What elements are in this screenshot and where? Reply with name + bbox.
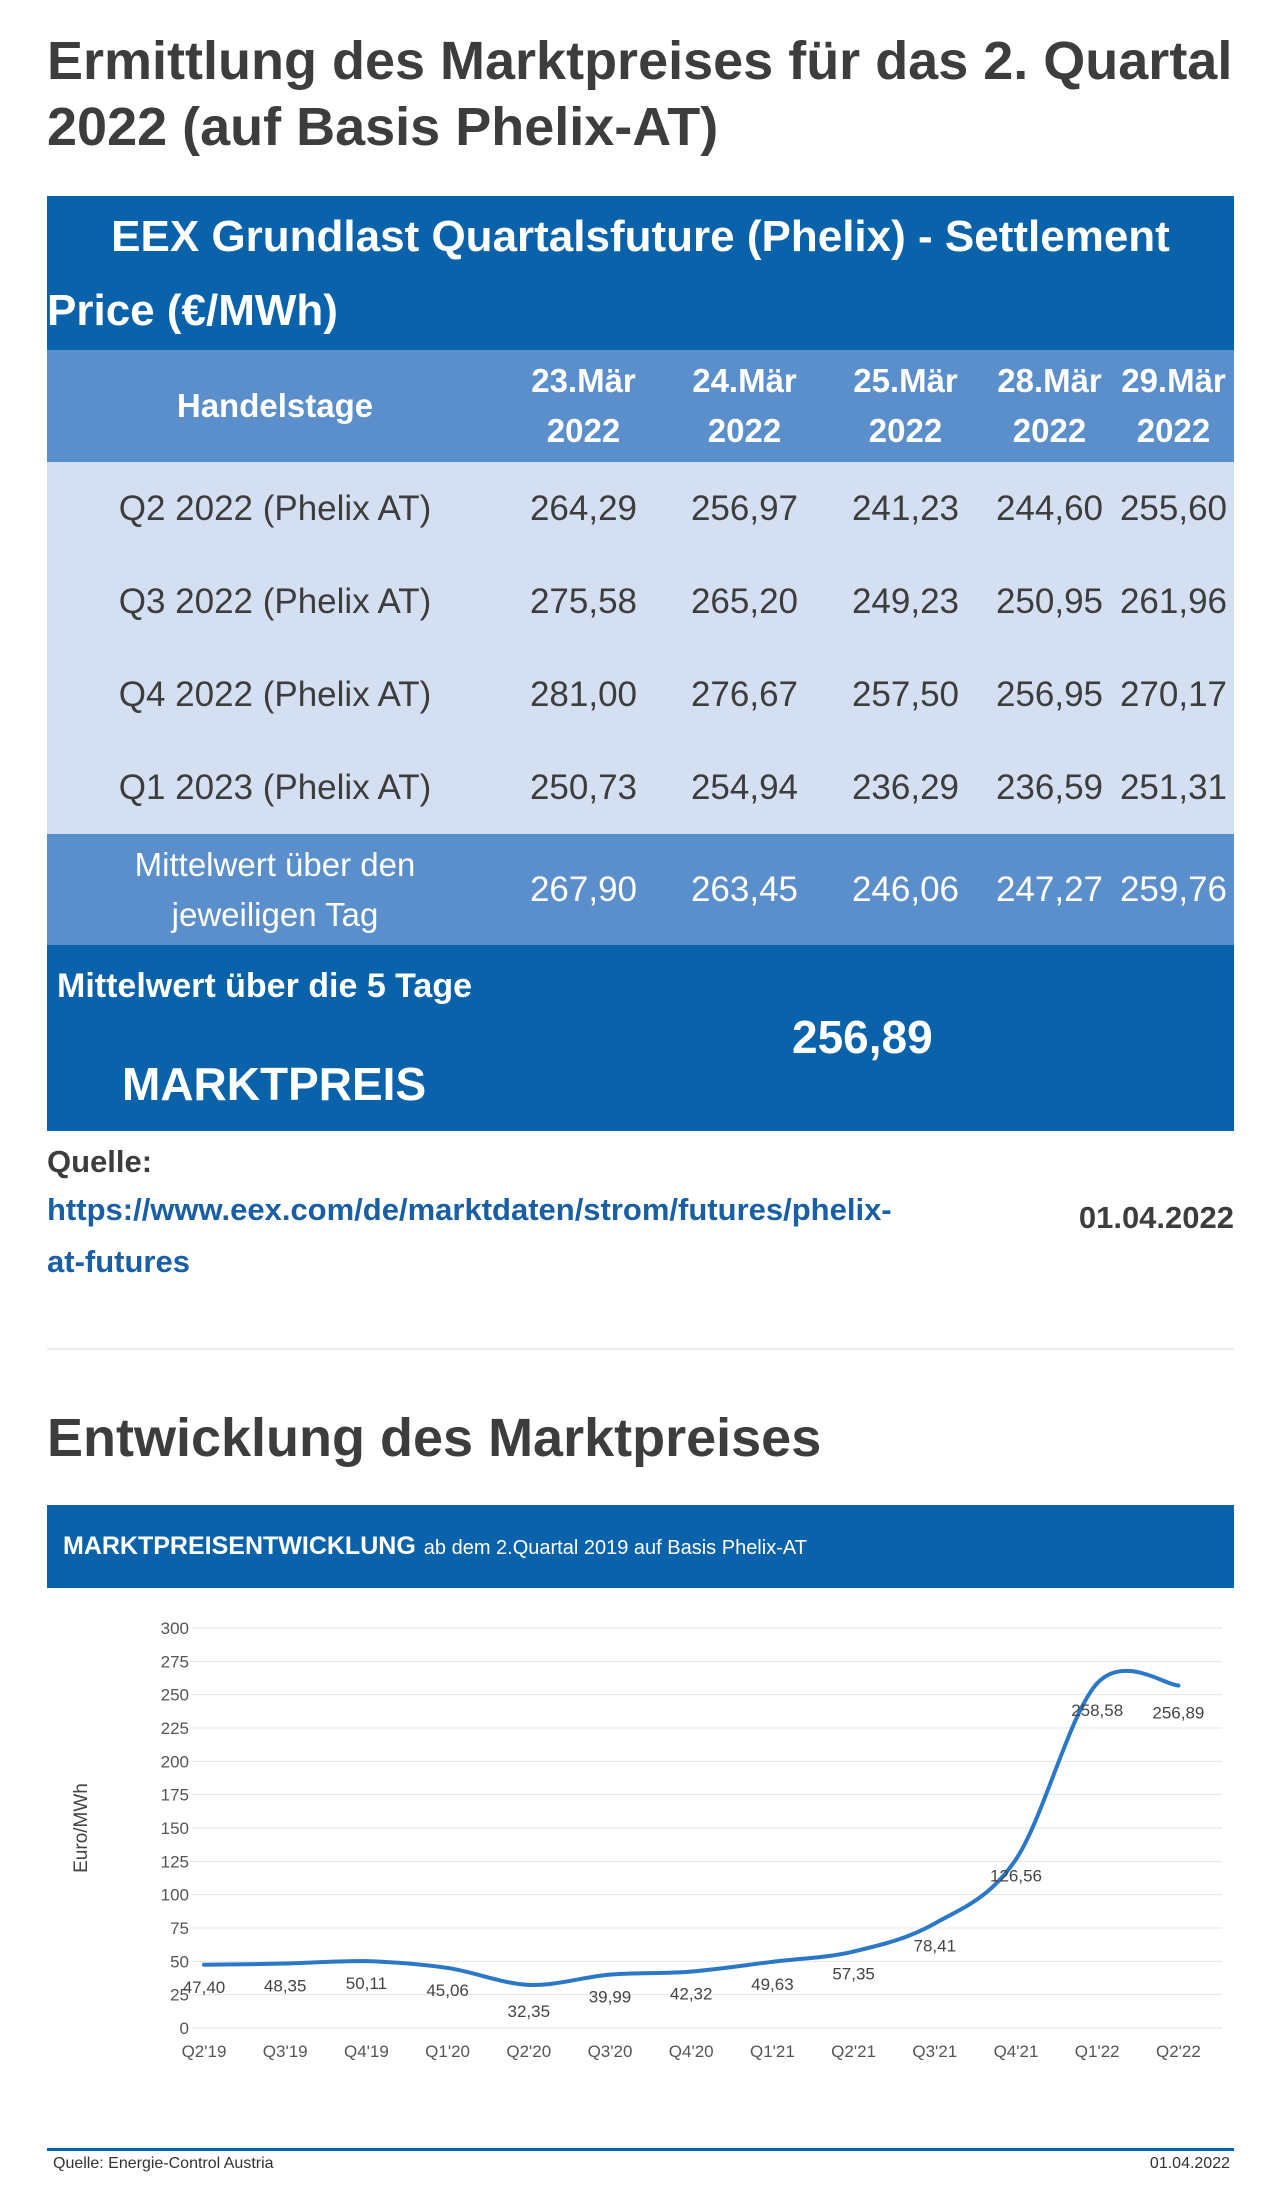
y-tick-label: 175 bbox=[160, 1785, 189, 1805]
table-header-row bbox=[47, 350, 1234, 462]
market-price-total bbox=[47, 945, 1234, 1131]
data-point bbox=[202, 1963, 206, 1967]
y-tick-label: 25 bbox=[170, 1985, 189, 2005]
table-row bbox=[47, 648, 1234, 741]
table-title-line2: Price (€/MWh) bbox=[47, 286, 338, 335]
table-cell: 247,27 bbox=[995, 870, 1104, 909]
table-cell: 251,31 bbox=[1119, 768, 1228, 807]
y-tick-label: 225 bbox=[160, 1719, 189, 1738]
table-cell: 261,96 bbox=[1119, 582, 1228, 621]
y-tick-label: 275 bbox=[160, 1652, 189, 1672]
data-point bbox=[852, 1950, 856, 1954]
data-label: 47,40 bbox=[182, 1977, 226, 1997]
data-point bbox=[608, 1973, 612, 1977]
data-label: 78,41 bbox=[913, 1936, 957, 1956]
table-cell: 265,20 bbox=[690, 582, 799, 621]
row-label: Q3 2022 (Phelix AT) bbox=[118, 582, 432, 621]
data-point bbox=[689, 1970, 693, 1974]
page-title: Ermittlung des Marktpreises für das 2. Quartal 2022 (auf Basis Phelix-AT) bbox=[47, 31, 1233, 157]
data-label: 39,99 bbox=[588, 1987, 632, 2007]
price-chart bbox=[47, 1505, 1234, 2185]
table-cell: 257,50 bbox=[851, 675, 960, 714]
y-tick-label: 50 bbox=[170, 1952, 189, 1972]
data-label: 126,56 bbox=[990, 1866, 1042, 1886]
table-cell: 249,23 bbox=[851, 582, 960, 621]
chart-source: Quelle: Energie-Control Austria bbox=[53, 2155, 274, 2172]
data-label: 256,89 bbox=[1152, 1703, 1205, 1723]
data-point bbox=[1095, 1681, 1099, 1685]
table-cell: 276,67 bbox=[690, 675, 799, 714]
data-label: 32,35 bbox=[507, 2001, 551, 2021]
col-header-date: 24.Mär 2022 bbox=[692, 362, 797, 449]
line-chart bbox=[47, 1588, 1234, 2148]
data-label: 49,63 bbox=[751, 1974, 794, 1994]
row-label: Q1 2023 (Phelix AT) bbox=[118, 768, 432, 807]
table-cell: 246,06 bbox=[851, 870, 960, 909]
table-cell: 241,23 bbox=[851, 489, 960, 528]
chart-header-rest: ab dem 2.Quartal 2019 auf Basis Phelix-AT bbox=[423, 1537, 807, 1559]
data-label: 48,35 bbox=[263, 1976, 307, 1996]
x-tick-label: Q4'21 bbox=[993, 2042, 1039, 2061]
table-cell: 244,60 bbox=[995, 489, 1104, 528]
y-tick-label: 200 bbox=[160, 1752, 189, 1772]
table-row bbox=[47, 555, 1234, 648]
table-cell: 236,59 bbox=[995, 768, 1104, 807]
x-tick-label: Q1'20 bbox=[425, 2042, 471, 2061]
y-axis-label: Euro/MWh bbox=[71, 1783, 92, 1873]
x-tick-label: Q4'20 bbox=[668, 2042, 714, 2061]
data-point bbox=[527, 1983, 531, 1987]
data-point bbox=[770, 1960, 774, 1964]
row-label: Q4 2022 (Phelix AT) bbox=[118, 675, 432, 714]
chart-header-bold: MARKTPREISENTWICKLUNG bbox=[63, 1532, 416, 1560]
data-label: 57,35 bbox=[832, 1964, 875, 1984]
table-cell: 270,17 bbox=[1119, 675, 1228, 714]
divider bbox=[47, 1348, 1234, 1350]
marktpreis-label: MARKTPREIS bbox=[122, 1058, 427, 1110]
x-tick-label: Q3'21 bbox=[912, 2042, 958, 2061]
y-tick-label: 75 bbox=[170, 1919, 189, 1938]
table-cell: 275,58 bbox=[529, 582, 638, 621]
col-header-date: 23.Mär 2022 bbox=[531, 362, 636, 449]
y-tick-label: 0 bbox=[179, 2019, 189, 2038]
source-block bbox=[47, 1140, 1234, 1288]
data-label: 42,32 bbox=[669, 1984, 713, 2004]
table-cell: 259,76 bbox=[1119, 870, 1228, 909]
table-row bbox=[47, 462, 1234, 555]
price-table bbox=[47, 196, 1234, 1131]
source-label: Quelle: bbox=[47, 1144, 153, 1179]
source-date: 01.04.2022 bbox=[1078, 1200, 1234, 1235]
x-tick-label: Q3'20 bbox=[587, 2042, 633, 2061]
y-tick-label: 300 bbox=[160, 1619, 189, 1638]
table-cell: 250,73 bbox=[529, 768, 638, 807]
col-header-date: 28.Mär 2022 bbox=[997, 362, 1102, 449]
y-tick-label: 250 bbox=[160, 1685, 189, 1705]
source-link[interactable]: https://www.eex.com/de/marktdaten/strom/futures/phelix- at-futures bbox=[47, 1192, 892, 1279]
x-tick-label: Q4'19 bbox=[343, 2042, 389, 2061]
data-point bbox=[1014, 1857, 1018, 1861]
table-cell: 254,94 bbox=[690, 768, 799, 807]
data-label: 50,11 bbox=[345, 1974, 388, 1994]
data-point bbox=[364, 1959, 368, 1963]
table-cell: 256,97 bbox=[690, 489, 799, 528]
section-title: Entwicklung des Marktpreises bbox=[47, 1408, 822, 1468]
table-cell: 264,29 bbox=[529, 489, 638, 528]
data-label: 258,58 bbox=[1071, 1701, 1124, 1721]
x-tick-label: Q2'22 bbox=[1155, 2042, 1201, 2061]
data-point bbox=[446, 1966, 450, 1970]
data-label: 45,06 bbox=[426, 1980, 469, 2000]
x-tick-label: Q2'20 bbox=[506, 2042, 552, 2061]
x-tick-label: Q2'19 bbox=[181, 2042, 227, 2061]
total-label: Mittelwert über die 5 Tage bbox=[57, 967, 473, 1005]
table-title bbox=[47, 196, 1234, 350]
market-price-value: 256,89 bbox=[792, 1011, 933, 1063]
col-header-date: 25.Mär 2022 bbox=[853, 362, 958, 449]
data-point bbox=[283, 1962, 287, 1966]
table-cell: 263,45 bbox=[690, 870, 799, 909]
average-row-label: Mittelwert über den jeweiligen Tag bbox=[134, 846, 416, 933]
col-header-handelstage: Handelstage bbox=[176, 387, 374, 424]
col-header-date: 29.Mär 2022 bbox=[1121, 362, 1226, 449]
x-tick-label: Q1'21 bbox=[749, 2042, 795, 2061]
y-tick-label: 150 bbox=[160, 1819, 189, 1838]
table-cell: 267,90 bbox=[529, 870, 638, 909]
y-tick-label: 125 bbox=[160, 1852, 189, 1872]
chart-date: 01.04.2022 bbox=[1149, 2155, 1230, 2172]
table-cell: 250,95 bbox=[995, 582, 1104, 621]
average-row bbox=[47, 834, 1234, 945]
table-row bbox=[47, 741, 1234, 834]
table-title-line1: EEX Grundlast Quartalsfuture (Phelix) - Settlement bbox=[111, 212, 1170, 261]
y-tick-label: 100 bbox=[160, 1885, 189, 1905]
data-point bbox=[1176, 1683, 1180, 1687]
table-cell: 256,95 bbox=[995, 675, 1104, 714]
data-point bbox=[933, 1921, 937, 1925]
x-tick-label: Q2'21 bbox=[831, 2042, 877, 2061]
chart-header bbox=[47, 1505, 1234, 1588]
table-cell: 236,29 bbox=[851, 768, 960, 807]
x-tick-label: Q1'22 bbox=[1074, 2042, 1120, 2061]
table-cell: 281,00 bbox=[529, 675, 638, 714]
x-tick-label: Q3'19 bbox=[262, 2042, 308, 2061]
table-cell: 255,60 bbox=[1119, 489, 1228, 528]
row-label: Q2 2022 (Phelix AT) bbox=[118, 489, 432, 528]
chart-footer-rule bbox=[47, 2148, 1234, 2151]
